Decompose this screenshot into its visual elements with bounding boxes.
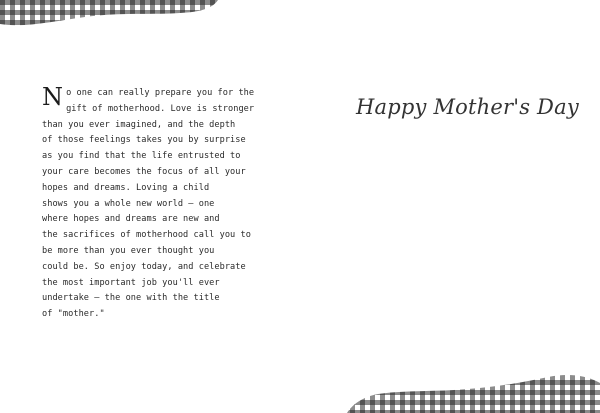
drop-cap: N: [42, 83, 64, 111]
message-line: where hopes and dreams are new and: [42, 214, 220, 225]
message-line: shows you a whole new world — one: [42, 198, 215, 209]
message-text: [42, 83, 274, 323]
message-line: gift of motherhood. Love is stronger: [66, 103, 255, 114]
gingham-wave-bottom: [347, 375, 600, 413]
message-line: o one can really prepare you for the: [66, 88, 255, 98]
message-line: could be. So enjoy today, and celebrate: [42, 261, 246, 272]
message-line: be more than you ever thought you: [42, 245, 215, 256]
message-line: hopes and dreams. Loving a child: [42, 182, 210, 193]
message-line: the sacrifices of motherhood call you to: [42, 230, 251, 241]
gingham-wave-top: [0, 0, 218, 25]
greeting-title: Happy Mother's Day: [356, 95, 579, 119]
message-line: your care becomes the focus of all your: [42, 166, 246, 177]
message-line: of "mother.": [42, 309, 105, 320]
message-line: of those feelings takes you by surprise: [42, 135, 246, 146]
message-line: as you find that the life entrusted to: [42, 151, 241, 162]
message-line: undertake — the one with the title: [42, 293, 220, 304]
message-line: than you ever imagined, and the depth: [42, 119, 236, 130]
message-line: the most important job you'll ever: [42, 277, 220, 288]
